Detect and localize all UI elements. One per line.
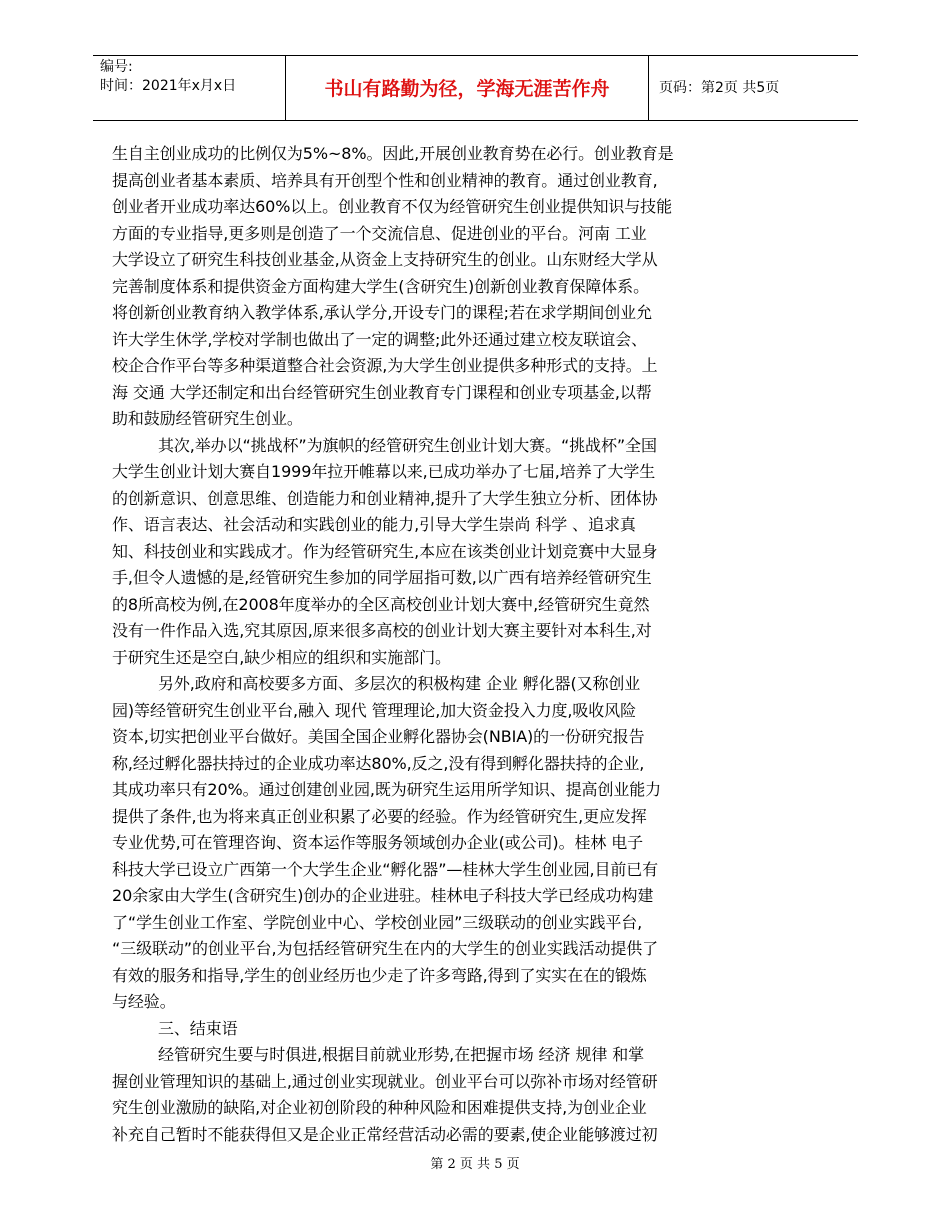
body-line: 专业优势,可在管理咨询、资本运作等服务领域创办企业(或公司)。桂林 电子 [112,833,644,852]
body-line: 称,经过孵化器扶持过的企业成功率达80%,反之,没有得到孵化器扶持的企业, [112,753,645,773]
body-line: 科技大学已设立广西第一个大学生企业“孵化器”—桂林大学生创业园,目前已有 [112,859,659,879]
header-page-info: 页码：第2页 共5页 [659,80,780,96]
section-heading [112,1016,772,1043]
body-line: 大学生创业计划大赛自1999年拉开帷幕以来,已成功举办了七届,培养了大学生 [112,462,656,481]
body-line: 许大学生休学,学校对学制也做出了一定的调整;此外还通过建立校友联谊会、 [112,329,647,349]
body-paragraph-start [112,671,772,698]
body-line-text: 另外,政府和高校要多方面、多层次的积极构建 企业 孵化器(又称创业 [158,674,641,693]
body-line: 补充自己暂时不能获得但又是企业正常经营活动必需的要素,使企业能够渡过初 [112,1124,658,1144]
document-body [112,141,772,1148]
body-line: 的创新意识、创意思维、创造能力和创业精神,提升了大学生独立分析、团体协 [112,488,658,508]
body-line: 没有一件作品入选,究其原因,原来很多高校的创业计划大赛主要针对本科生,对 [112,621,652,640]
header-motto: 书山有路勤为径，学海无涯苦作舟 [324,78,610,100]
body-line: 校企合作平台等多种渠道整合社会资源,为大学生创业提供多种形式的支持。上 [112,356,658,375]
body-line: 大学设立了研究生科技创业基金,从资金上支持研究生的创业。山东财经大学从 [112,250,658,269]
body-line-text: 经管研究生要与时俱进,根据目前就业形势,在把握市场 经济 规律 和掌 [158,1045,645,1064]
body-line: 方面的专业指导,更多则是创造了一个交流信息、促进创业的平台。河南 工业 [112,223,647,243]
body-line: 作、语言表达、社会活动和实践创业的能力,引导大学生崇尚 科学 、追求真 [112,515,636,534]
body-line: 与经验。 [112,992,176,1011]
body-line: 海 交通 大学还制定和出台经管研究生创业教育专门课程和创业专项基金,以帮 [112,382,652,402]
body-paragraph-start [112,433,772,460]
body-line: 手,但令人遗憾的是,经管研究生参加的同学屈指可数,以广西有培养经管研究生 [112,568,652,587]
header-top-rule [93,55,858,56]
body-line: 资本,切实把创业平台做好。美国全国企业孵化器协会(NBIA)的一份研究报告 [112,727,645,746]
body-line-text: 其次,举办以“挑战杯”为旗帜的经管研究生创业计划大赛。“挑战杯”全国 [158,435,657,455]
document-time-label: 时间：2021年x月x日 [100,78,237,94]
body-line: 提高创业者基本素质、培养具有开创型个性和创业精神的教育。通过创业教育, [112,170,658,190]
body-line: 创业者开业成功率达60%以上。创业教育不仅为经管研究生创业提供知识与技能 [112,197,672,216]
header-bottom-rule [93,120,858,121]
body-line: 有效的服务和指导,学生的创业经历也少走了许多弯路,得到了实实在在的锻炼 [112,965,647,985]
body-line: 知、科技创业和实践成才。作为经管研究生,本应在该类创业计划竞赛中大显身 [112,541,658,561]
body-line: 于研究生还是空白,缺少相应的组织和实施部门。 [112,647,451,667]
body-paragraph-start [112,1042,772,1069]
document-number-label: 编号: [100,59,133,75]
section-heading-text: 三、结束语 [158,1018,238,1038]
body-line: “三级联动”的创业平台,为包括经管研究生在内的大学生的创业实践活动提供了 [112,939,659,958]
body-line: 究生创业激励的缺陷,对企业初创阶段的种种风险和困难提供支持,为创业企业 [112,1098,647,1117]
body-line: 其成功率只有20%。通过创建创业园,既为研究生运用所学知识、提高创业能力 [112,780,662,799]
body-line: 了“学生创业工作室、学院创业中心、学校创业园”三级联动的创业实践平台, [112,912,643,932]
footer-page-number: 第 2 页 共 5 页 [430,1157,520,1172]
body-line: 将创新创业教育纳入教学体系,承认学分,开设专门的课程;若在求学期间创业允 [112,303,652,322]
body-line: 完善制度体系和提供资金方面构建大学生(含研究生)创新创业教育保障体系。 [112,276,649,296]
body-line: 提供了条件,也为将来真正创业积累了必要的经验。作为经管研究生,更应发挥 [112,806,647,826]
header-divider-right [648,56,649,120]
body-line: 的8所高校为例,在2008年度举办的全区高校创业计划大赛中,经管研究生竟然 [112,594,650,614]
body-line: 握创业管理知识的基础上,通过创业实现就业。创业平台可以弥补市场对经管研 [112,1071,658,1091]
body-line: 20余家由大学生(含研究生)创办的企业进驻。桂林电子科技大学已经成功构建 [112,886,654,905]
body-line: 助和鼓励经管研究生创业。 [112,409,303,428]
body-line: 园)等经管研究生创业平台,融入 现代 管理理论,加大资金投入力度,吸收风险 [112,700,636,720]
body-line: 生自主创业成功的比例仅为5%~8%。因此,开展创业教育势在必行。创业教育是 [112,144,674,163]
